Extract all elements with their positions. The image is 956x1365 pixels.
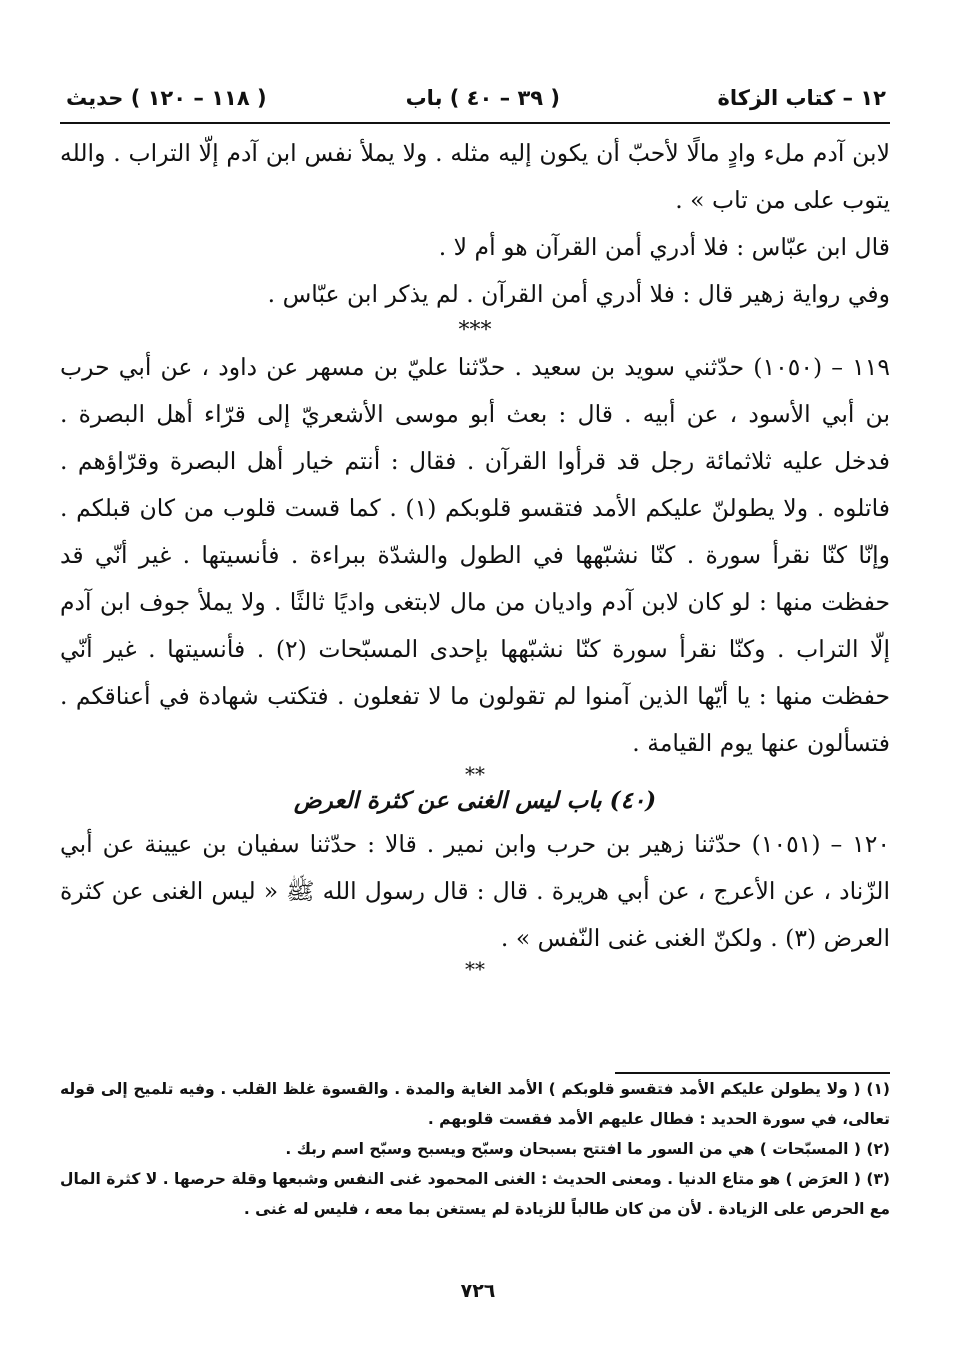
- footnote-2: (٢) ( المسبّحات ) هي من السور ما افتتح بسبحان وسبّح ويسبح وسبّح اسم ربك .: [285, 1140, 890, 1158]
- paragraph-2: قال ابن عبّاس : فلا أدري أمن القرآن هو أم لا .: [438, 233, 890, 261]
- chapter-title: (٤٠) باب ليس الغنى عن كثرة العرض: [293, 787, 657, 814]
- hadith-119: ١١٩ – (١٠٥٠) حدّثني سويد بن سعيد . حدّثنا عليّ بن مسهر عن داود ، عن أبي حرب بن أبي الأسود ، عن أبيه . قال : بعث أبو موسى الأشعريّ إلى قرّاء أهل البصرة . فدخل عليه ثلاثمائة رجل قد قرأوا القرآن . فقال : أنتم خيار أهل البصرة وقرّاؤهم . فاتلوه . ولا يطولنّ عليكم الأمد فتقسو قلوبكم (١) . كما قست قلوب من كان قبلكم . وإنّا كنّا نقرأ سورة . كنّا نشبّهها في الطول والشدّة ببراءة . فأنسيتها . غير أنّي قد حفظت منها : لو كان لابن آدم واديان من مال لابتغى واديًا ثالثًا . ولا يملأ جوف ابن آدم إلّا التراب . وكنّا نقرأ سورة كنّا نشبّهها بإحدى المسبّحات (٢) . فأنسيتها . غير أنّي حفظت منها : يا أيّها الذين آمنوا لم تقولون ما لا تفعلون . فتكتب شهادة في أعناقكم . فتسألون عنها يوم القيامة .: [60, 353, 891, 757]
- running-header: [60, 76, 890, 124]
- separator-stars: ***: [458, 318, 492, 343]
- hadith-range: ( ١١٨ – ١٢٠ ) حديث: [66, 86, 267, 110]
- chapter-range: ( ٣٩ – ٤٠ ) باب: [405, 86, 560, 110]
- hadith-120: ١٢٠ – (١٠٥١) حدّثنا زهير بن حرب وابن نمير . قالا : حدّثنا سفيان بن عيينة عن أبي الزّناد ، عن الأعرج ، عن أبي هريرة . قال : قال رسول الله ﷺ « ليس الغنى عن كثرة العرض (٣) . ولكنّ الغنى غنى النّفس » .: [60, 830, 891, 952]
- footnote-1: (١) ( ولا يطولن عليكم الأمد فتقسو قلوبكم ) الأمد الغاية والمدة . والقسوة غلظ القلب . وفيه تلميح إلى قوله تعالى، في سورة الحديد : فطال عليهم الأمد فقست قلوبهم .: [60, 1080, 890, 1128]
- footnotes: [60, 1072, 890, 1224]
- paragraph-3: وفي رواية زهير قال : فلا أدري أمن القرآن . لم يذكر ابن عبّاس .: [267, 280, 890, 308]
- separator-ornament: **: [465, 957, 485, 981]
- page-number: ٧٢٦: [460, 1280, 496, 1302]
- footnote-3: (٣) ( العرَض ) هو متاع الدنيا . ومعنى الحديث : الغنى المحمود غنى النفس وشبعها وقلة حرصها . لا كثرة المال مع الحرص على الزيادة . لأن من كان طالباً للزيادة لم يستغن بما معه ، فليس له غنى .: [60, 1170, 890, 1218]
- book-title: ١٢ – كتاب الزكاة: [717, 86, 886, 110]
- paragraph-1: لابن آدم ملء وادٍ مالًا لأحبّ أن يكون إليه مثله . ولا يملأ نفس ابن آدم إلّا التراب . والله يتوب على من تاب » .: [60, 139, 890, 214]
- page: [60, 76, 891, 981]
- separator-ornament: **: [465, 762, 485, 786]
- body-text: [60, 130, 891, 981]
